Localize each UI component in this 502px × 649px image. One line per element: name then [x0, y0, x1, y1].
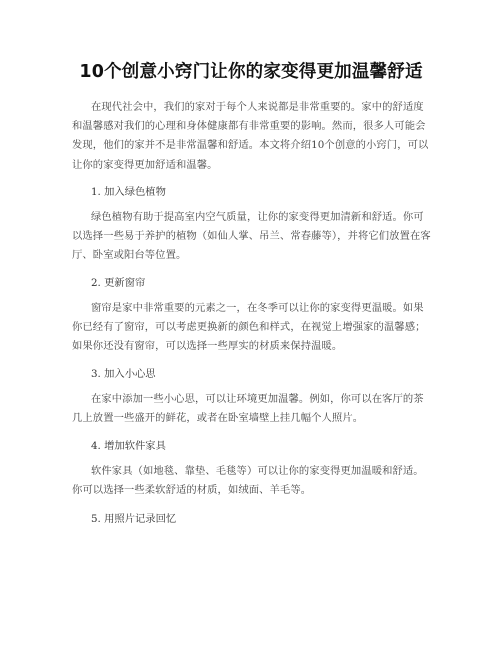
document-title: 10个创意小窍门让你的家变得更加温馨舒适	[79, 62, 423, 82]
section-2-heading: 2. 更新窗帘	[91, 277, 146, 289]
section-4-heading: 4. 增加软件家具	[91, 440, 166, 452]
section-5-heading: 5. 用照片记录回忆	[91, 513, 177, 525]
intro-paragraph: 在现代社会中，我们的家对于每个人来说都是非常重要的。家中的舒适度和温馨感对我们的心理和身体健康都有非常重要的影响。然而，很多人可能会发现，他们的家并不是非常温馨和舒适。本文将介绍10个创意的小窍门，可以让你的家变得更加舒适和温馨。	[72, 101, 429, 171]
section-1-body: 绿色植物有助于提高室内空气质量，让你的家变得更加清新和舒适。你可以选择一些易于养护的植物（如仙人掌、吊兰、常春藤等），并将它们放置在客厅、卧室或阳台等位置。	[72, 211, 431, 262]
section-2-body: 窗帘是家中非常重要的元素之一，在冬季可以让你的家变得更温暖。如果你已经有了窗帘，可以考虑更换新的颜色和样式，在视觉上增强家的温馨感；如果你还没有窗帘，可以选择一些厚实的材质来保持温暖。	[72, 302, 426, 353]
section-3-heading: 3. 加入小心思	[91, 368, 156, 380]
section-4-body: 软件家具（如地毯、靠垫、毛毯等）可以让你的家变得更加温暖和舒适。你可以选择一些柔软舒适的材质，如绒面、羊毛等。	[72, 465, 424, 497]
section-3-body: 在家中添加一些小心思，可以让环境更加温馨。例如，你可以在客厅的茶几上放置一些盛开的鲜花，或者在卧室墙壁上挂几幅个人照片。	[72, 393, 424, 425]
section-1-heading: 1. 加入绿色植物	[91, 186, 166, 198]
